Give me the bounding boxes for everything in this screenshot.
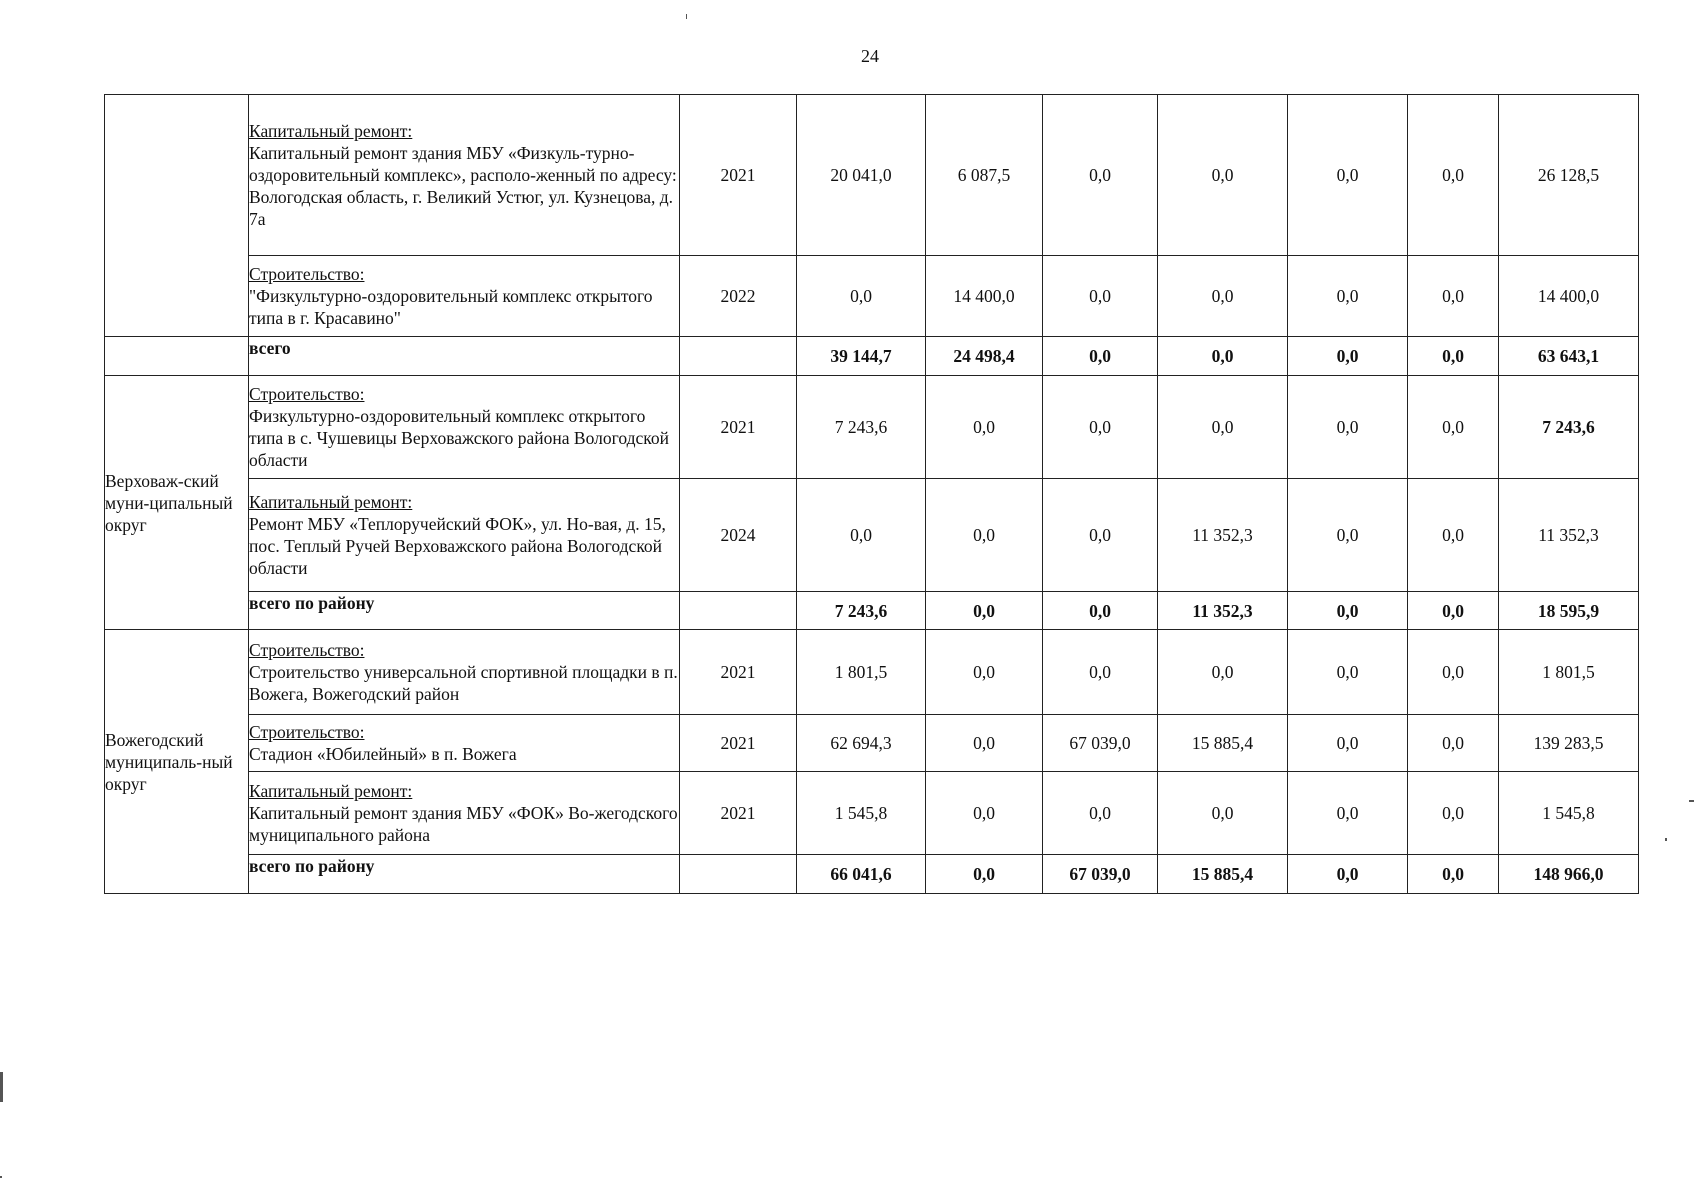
value-cell: 0,0 [1408, 376, 1499, 479]
year-cell: 2021 [680, 630, 797, 715]
year-cell: 2021 [680, 376, 797, 479]
total-label: всего по району [249, 592, 680, 630]
year-cell: 2022 [680, 256, 797, 337]
value-cell: 0,0 [1288, 376, 1408, 479]
total-value-cell: 14 400,0 [1499, 256, 1639, 337]
total-value-cell: 11 352,3 [1499, 479, 1639, 592]
year-cell: 2021 [680, 772, 797, 855]
total-value-cell: 7 243,6 [1499, 376, 1639, 479]
value-cell: 0,0 [926, 592, 1043, 630]
value-cell: 0,0 [1158, 256, 1288, 337]
value-cell: 39 144,7 [797, 337, 926, 376]
description-cell [249, 376, 680, 479]
year-cell: 2021 [680, 95, 797, 256]
value-cell: 15 885,4 [1158, 715, 1288, 772]
value-cell: 0,0 [1408, 95, 1499, 256]
value-cell: 14 400,0 [926, 256, 1043, 337]
value-cell: 0,0 [1158, 772, 1288, 855]
object-description: Капитальный ремонт здания МБУ «Физкуль-турно-оздоровительный комплекс», располо-женный по адресу: Вологодская область, г. Великий Устюг, ул. Кузнецова, д. 7а [249, 143, 677, 229]
value-cell: 0,0 [1043, 256, 1158, 337]
total-value-cell: 1 545,8 [1499, 772, 1639, 855]
scan-mark [0, 1072, 3, 1102]
value-cell: 0,0 [1043, 592, 1158, 630]
value-cell: 0,0 [1043, 772, 1158, 855]
value-cell: 24 498,4 [926, 337, 1043, 376]
description-cell [249, 95, 680, 256]
value-cell: 15 885,4 [1158, 855, 1288, 894]
value-cell: 0,0 [1043, 376, 1158, 479]
total-row [105, 592, 1639, 630]
object-description: Строительство универсальной спортивной площадки в п. Вожега, Вожегодский район [249, 662, 678, 704]
table-row [105, 376, 1639, 479]
page-number: 24 [861, 46, 879, 66]
total-row [105, 855, 1639, 894]
scan-mark [1665, 838, 1667, 841]
region-cell: Верховаж-ский муни-ципальный округ [105, 376, 249, 630]
category-label: Строительство: [249, 640, 365, 660]
total-value-cell: 139 283,5 [1499, 715, 1639, 772]
value-cell: 0,0 [1043, 95, 1158, 256]
value-cell: 1 801,5 [797, 630, 926, 715]
table-row [105, 715, 1639, 772]
value-cell: 62 694,3 [797, 715, 926, 772]
region-cell [105, 337, 249, 376]
value-cell: 0,0 [1288, 592, 1408, 630]
table-row [105, 630, 1639, 715]
description-cell [249, 479, 680, 592]
value-cell: 0,0 [926, 715, 1043, 772]
total-value-cell: 18 595,9 [1499, 592, 1639, 630]
region-cell [105, 95, 249, 337]
year-cell: 2024 [680, 479, 797, 592]
object-description: Ремонт МБУ «Теплоручейский ФОК», ул. Но-вая, д. 15, пос. Теплый Ручей Верховажского района Вологодской области [249, 514, 666, 578]
total-value-cell: 1 801,5 [1499, 630, 1639, 715]
year-cell: 2021 [680, 715, 797, 772]
object-description: Стадион «Юбилейный» в п. Вожега [249, 744, 517, 764]
value-cell: 0,0 [1288, 479, 1408, 592]
object-description: Капитальный ремонт здания МБУ «ФОК» Во-жегодского муниципального района [249, 803, 678, 845]
total-label: всего по району [249, 855, 680, 894]
value-cell: 0,0 [1408, 772, 1499, 855]
value-cell: 0,0 [1043, 630, 1158, 715]
value-cell: 66 041,6 [797, 855, 926, 894]
category-label: Капитальный ремонт: [249, 781, 413, 801]
category-label: Строительство: [249, 264, 365, 284]
value-cell: 20 041,0 [797, 95, 926, 256]
category-label: Капитальный ремонт: [249, 492, 413, 512]
object-description: Физкультурно-оздоровительный комплекс открытого типа в с. Чушевицы Верховажского района Вологодской области [249, 406, 669, 470]
value-cell: 0,0 [1288, 772, 1408, 855]
region-cell: Вожегодский муниципаль-ный округ [105, 630, 249, 894]
value-cell: 11 352,3 [1158, 479, 1288, 592]
value-cell: 0,0 [1158, 630, 1288, 715]
description-cell [249, 715, 680, 772]
value-cell: 0,0 [926, 376, 1043, 479]
scan-mark [0, 1176, 2, 1178]
value-cell: 0,0 [1288, 337, 1408, 376]
value-cell: 0,0 [1288, 715, 1408, 772]
year-cell [680, 855, 797, 894]
total-value-cell: 148 966,0 [1499, 855, 1639, 894]
value-cell: 0,0 [797, 256, 926, 337]
value-cell: 11 352,3 [1158, 592, 1288, 630]
scan-mark [1689, 800, 1694, 802]
value-cell: 0,0 [1408, 337, 1499, 376]
value-cell: 1 545,8 [797, 772, 926, 855]
value-cell: 0,0 [1288, 256, 1408, 337]
description-cell [249, 256, 680, 337]
value-cell: 0,0 [1158, 376, 1288, 479]
category-label: Строительство: [249, 722, 365, 742]
value-cell: 0,0 [1408, 479, 1499, 592]
table-row [105, 479, 1639, 592]
value-cell: 6 087,5 [926, 95, 1043, 256]
value-cell: 0,0 [926, 630, 1043, 715]
year-cell [680, 337, 797, 376]
table-row [105, 95, 1639, 256]
value-cell: 0,0 [1288, 630, 1408, 715]
value-cell: 0,0 [1408, 256, 1499, 337]
total-value-cell: 63 643,1 [1499, 337, 1639, 376]
total-row [105, 337, 1639, 376]
value-cell: 0,0 [1408, 715, 1499, 772]
value-cell: 7 243,6 [797, 592, 926, 630]
category-label: Капитальный ремонт: [249, 121, 413, 141]
table-row [105, 256, 1639, 337]
value-cell: 0,0 [1158, 95, 1288, 256]
value-cell: 0,0 [1408, 592, 1499, 630]
description-cell [249, 630, 680, 715]
value-cell: 7 243,6 [797, 376, 926, 479]
value-cell: 0,0 [1408, 855, 1499, 894]
value-cell: 0,0 [1288, 855, 1408, 894]
value-cell: 0,0 [926, 772, 1043, 855]
value-cell: 0,0 [1043, 337, 1158, 376]
value-cell: 0,0 [797, 479, 926, 592]
value-cell: 0,0 [1043, 479, 1158, 592]
total-value-cell: 26 128,5 [1499, 95, 1639, 256]
value-cell: 0,0 [926, 479, 1043, 592]
description-cell [249, 772, 680, 855]
object-description: "Физкультурно-оздоровительный комплекс открытого типа в г. Красавино" [249, 286, 653, 328]
value-cell: 0,0 [926, 855, 1043, 894]
year-cell [680, 592, 797, 630]
total-label: всего [249, 337, 680, 376]
category-label: Строительство: [249, 384, 365, 404]
budget-table [104, 94, 1639, 894]
value-cell: 67 039,0 [1043, 855, 1158, 894]
value-cell: 0,0 [1158, 337, 1288, 376]
value-cell: 67 039,0 [1043, 715, 1158, 772]
table-row [105, 772, 1639, 855]
value-cell: 0,0 [1288, 95, 1408, 256]
scan-mark [686, 14, 687, 19]
value-cell: 0,0 [1408, 630, 1499, 715]
